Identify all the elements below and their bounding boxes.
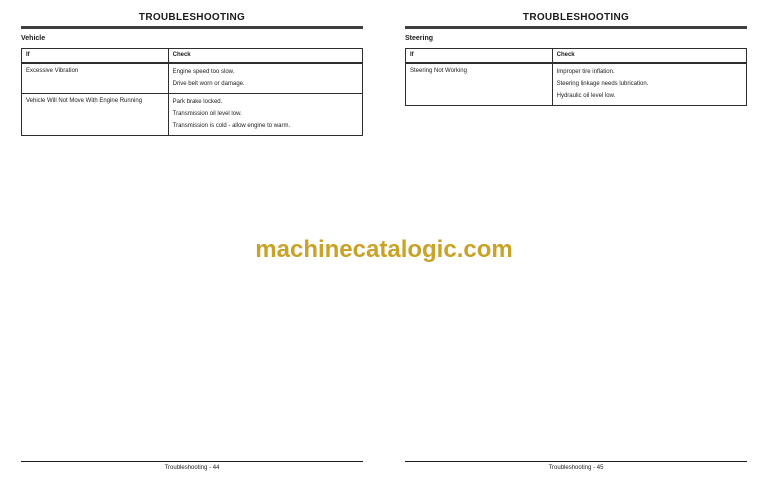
if-cell: Steering Not Working	[406, 63, 553, 106]
table-row	[22, 63, 363, 94]
troubleshooting-table-steering	[405, 48, 747, 106]
check-cell	[168, 63, 362, 94]
check-line: Drive belt worn or damage.	[172, 81, 245, 87]
check-line: Transmission oil level low.	[172, 111, 242, 117]
check-line: Steering linkage needs lubrication.	[556, 81, 649, 87]
column-header-if: If	[406, 49, 553, 64]
page-footer	[21, 461, 363, 472]
header-rule	[405, 26, 747, 29]
watermark-text: machinecatalogic.com	[255, 236, 513, 263]
check-line: Engine speed too slow.	[172, 69, 235, 75]
column-header-if: If	[22, 49, 169, 64]
table-header-row	[406, 49, 747, 64]
column-header-check: Check	[552, 49, 746, 64]
footer-page-label: Troubleshooting - 45	[548, 465, 604, 471]
if-cell: Vehicle Will Not Move With Engine Running	[22, 94, 169, 136]
check-cell	[168, 94, 362, 136]
page-footer	[405, 461, 747, 472]
footer-page-label: Troubleshooting - 44	[164, 465, 220, 471]
if-cell: Excessive Vibration	[22, 63, 169, 94]
check-line: Transmission is cold - allow engine to warm.	[172, 123, 291, 129]
table-header-row	[22, 49, 363, 64]
check-line: Improper tire inflation.	[556, 69, 615, 75]
column-header-check: Check	[168, 49, 362, 64]
page-title: TROUBLESHOOTING	[522, 12, 630, 23]
header-rule	[21, 26, 363, 29]
section-title-vehicle: Vehicle	[21, 35, 46, 42]
check-line: Park brake locked.	[172, 99, 223, 105]
page-title: TROUBLESHOOTING	[138, 12, 246, 23]
table-row	[22, 94, 363, 136]
footer-rule	[405, 461, 747, 462]
section-title-steering: Steering	[405, 35, 434, 42]
footer-rule	[21, 461, 363, 462]
page-right	[384, 0, 768, 497]
check-line: Hydraulic oil level low.	[556, 93, 616, 99]
check-cell	[552, 63, 746, 106]
troubleshooting-table-vehicle	[21, 48, 363, 136]
table-row	[406, 63, 747, 106]
